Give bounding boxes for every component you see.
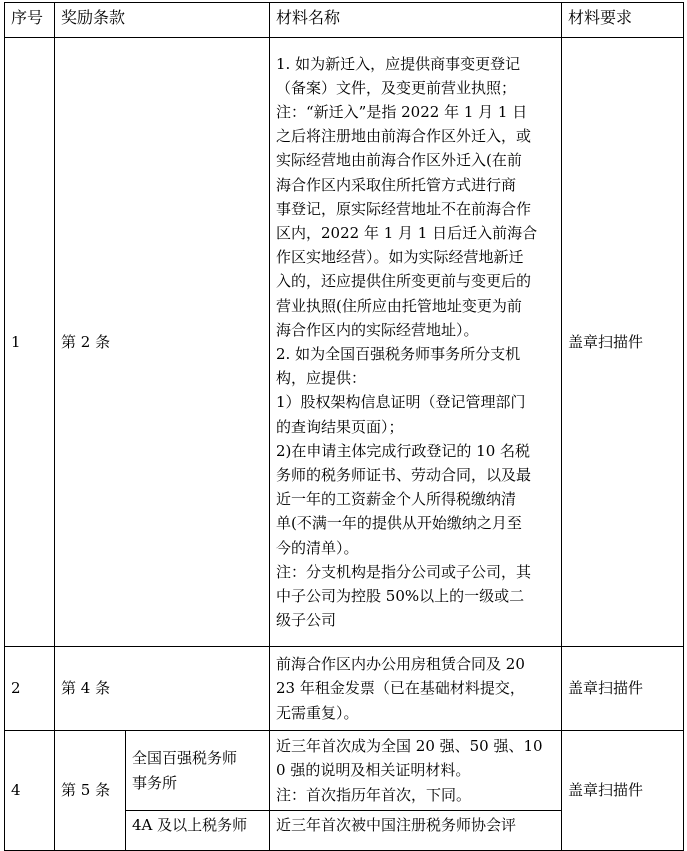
row-material [270, 731, 562, 811]
material-line: 营业执照(住所应由托管地址变更为前 [276, 296, 522, 315]
header-clause: 奖励条款 [55, 3, 270, 38]
material-line: 无需重复）。 [276, 703, 359, 722]
sub-item-label [126, 731, 270, 811]
material-line: 级子公司 [276, 611, 337, 630]
materials-table [4, 2, 684, 851]
row-no: 2 [5, 647, 55, 731]
material-line: 今的清单）。 [276, 538, 359, 557]
header-requirement: 材料要求 [562, 3, 684, 38]
row-no: 1 [5, 38, 55, 647]
row-clause: 第 5 条 [55, 731, 126, 851]
sub-label-line: 全国百强税务师 [132, 749, 238, 768]
material-line: 构，应提供： [276, 369, 367, 388]
header-row [5, 3, 684, 38]
material-line: 实际经营地由前海合作区外迁入(在前 [276, 151, 522, 170]
row-requirement: 盖章扫描件 [562, 731, 684, 851]
row-no: 4 [5, 731, 55, 851]
material-line: （备案）文件，及变更前营业执照； [276, 78, 517, 97]
row-clause: 第 4 条 [55, 647, 270, 731]
sub-label-line: 事务所 [132, 773, 178, 792]
table-row [5, 38, 684, 647]
material-line: 作区实地经营）。如为实际经营地新迁 [276, 248, 524, 267]
material-line: 之后将注册地由前海合作区外迁入，或 [276, 127, 532, 146]
material-line: 海合作区内采取住所托管方式进行商 [276, 175, 517, 194]
material-line: 注：分支机构是指分公司或子公司，其 [276, 562, 532, 581]
material-line: 前海合作区内办公用房租赁合同及 20 [276, 655, 525, 674]
material-line: 23 年租金发票（已在基础材料提交， [276, 679, 525, 698]
material-line: 2)在申请主体完成行政登记的 10 名税 [276, 441, 531, 460]
header-material: 材料名称 [270, 3, 562, 38]
material-line: 区内，2022 年 1 月 1 日后迁入前海合 [276, 223, 538, 242]
material-line: 近一年的工资薪金个人所得税缴纳清 [276, 490, 517, 509]
material-line: 中子公司为控股 50%以上的一级或二 [276, 587, 525, 606]
material-line: 海合作区内的实际经营地址）。 [276, 320, 479, 339]
header-no: 序号 [5, 3, 55, 38]
material-line: 2. 如为全国百强税务师事务所分支机 [276, 345, 521, 363]
row-material [270, 647, 562, 731]
material-line: 1. 如为新迁入，应提供商事变更登记 [276, 54, 521, 73]
row-material [270, 811, 562, 851]
table-row [5, 647, 684, 731]
material-line: 近三年首次被中国注册税务师协会评 [276, 816, 517, 834]
sub-label-line: 4A 及以上税务师 [132, 816, 248, 834]
material-line: 入的，还应提供住所变更前与变更后的 [276, 272, 532, 291]
row-requirement: 盖章扫描件 [562, 647, 684, 731]
material-line: 0 强的说明及相关证明材料。 [276, 761, 471, 780]
material-line: 近三年首次成为全国 20 强、50 强、10 [276, 737, 543, 756]
material-line: 事登记，原实际经营地址不在前海合作 [276, 199, 532, 218]
row-material [270, 38, 562, 647]
material-line: 1）股权架构信息证明（登记管理部门 [276, 393, 526, 412]
material-line: 的查询结果页面）； [276, 417, 404, 436]
material-line: 注：“新迁入”是指 2022 年 1 月 1 日 [276, 102, 528, 121]
material-line: 务师的税务师证书、劳动合同，以及最 [276, 466, 532, 485]
table-row [5, 731, 684, 811]
row-clause: 第 2 条 [55, 38, 270, 647]
sub-item-label [126, 811, 270, 851]
material-line: 单(不满一年的提供从开始缴纳之月至 [276, 514, 522, 533]
material-line: 注：首次指历年首次，下同。 [276, 785, 472, 804]
row-requirement: 盖章扫描件 [562, 38, 684, 647]
